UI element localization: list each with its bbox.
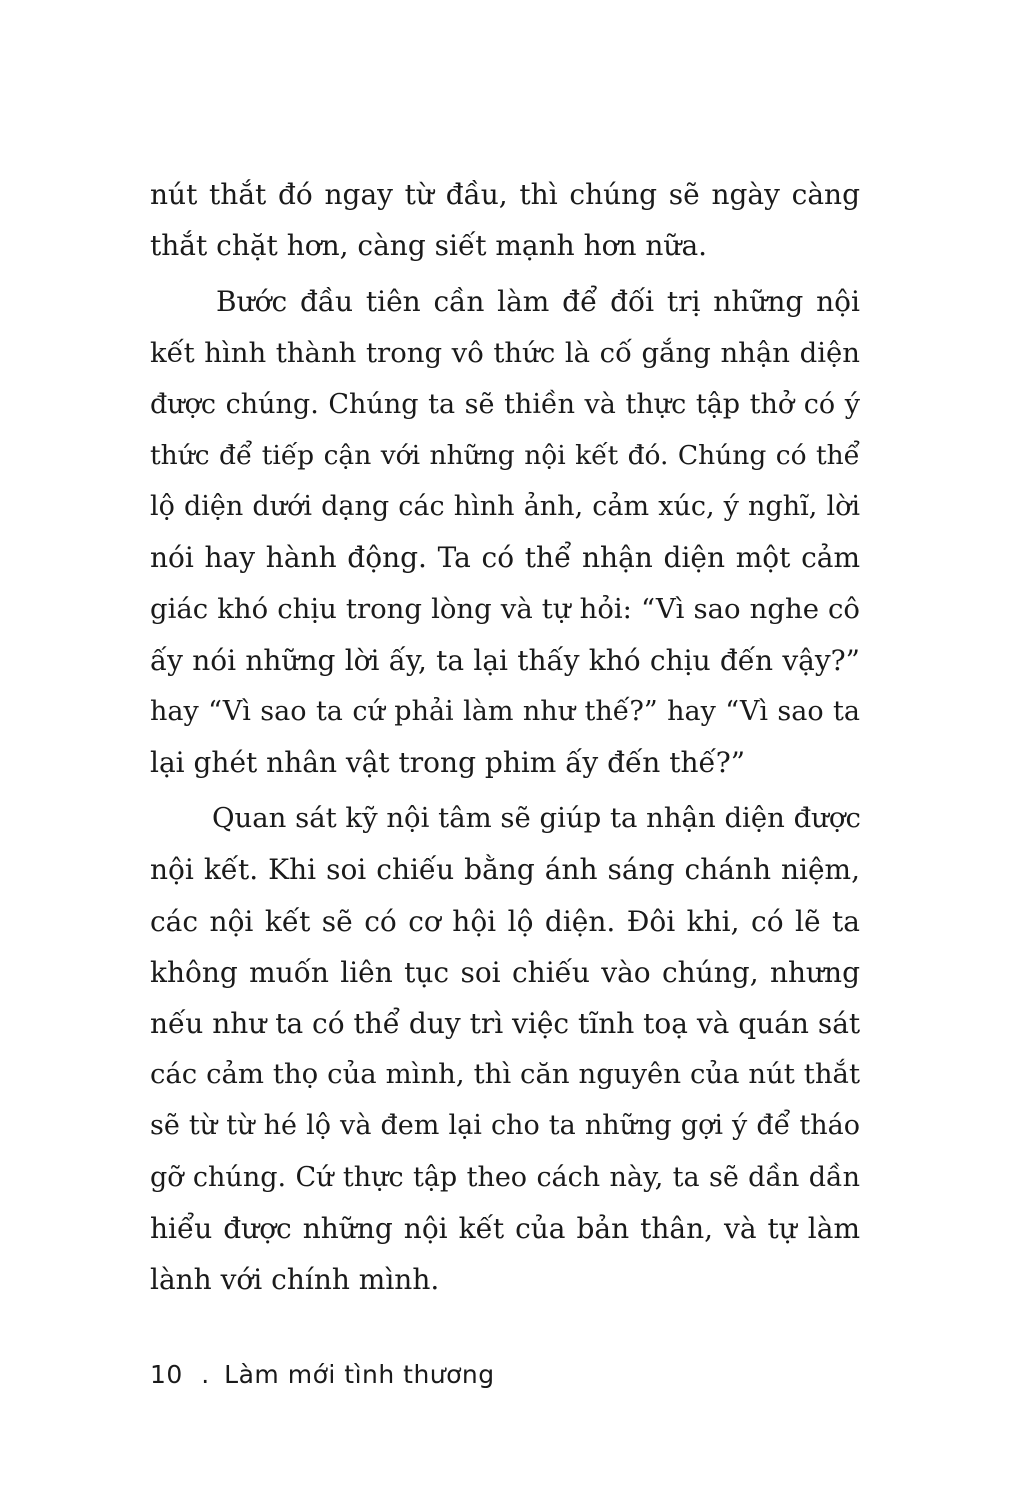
page-number: 10 [150,1360,183,1389]
text-line: nếu như ta có thể duy trì việc tĩnh toạ và quán sát [150,1007,861,1040]
page-footer [150,1360,495,1389]
text-line: hay “Vì sao ta cứ phải làm như thế?” hay “Vì sao ta [150,695,860,727]
text-line: gỡ chúng. Cứ thực tập theo cách này, ta sẽ dần dần [150,1161,860,1193]
text-line: lộ diện dưới dạng các hình ảnh, cảm xúc, ý nghĩ, lời [150,491,860,523]
body-text [150,169,860,1305]
text-line: thức để tiếp cận với những nội kết đó. Chúng có thể [150,439,860,471]
paragraph-2 [150,276,860,788]
text-line: lại ghét nhân vật trong phim ấy đến thế?” [150,746,746,780]
text-line: nội kết. Khi soi chiếu bằng ánh sáng chánh niệm, [150,853,860,887]
paragraph-3 [150,793,860,1305]
text-line: nói hay hành động. Ta có thể nhận diện một cảm [150,541,860,575]
text-line: các nội kết sẽ có cơ hội lộ diện. Đôi khi, có lẽ ta [150,904,860,938]
text-line: sẽ từ từ hé lộ và đem lại cho ta những gợi ý để tháo [150,1110,860,1142]
text-line: được chúng. Chúng ta sẽ thiền và thực tập thở có ý [150,388,860,420]
paragraph-1 [150,169,860,271]
text-line: lành với chính mình. [150,1262,440,1296]
text-line: thắt chặt hơn, càng siết mạnh hơn nữa. [150,229,708,263]
text-line: không muốn liên tục soi chiếu vào chúng, nhưng [150,955,860,989]
text-line: hiểu được những nội kết của bản thân, và tự làm [150,1211,860,1245]
footer-separator: . [201,1360,210,1389]
text-line: Quan sát kỹ nội tâm sẽ giúp ta nhận diện được [212,802,861,835]
text-line: ấy nói những lời ấy, ta lại thấy khó chịu đến vậy?” [150,643,860,677]
text-line: nút thắt đó ngay từ đầu, thì chúng sẽ ngày càng [150,178,860,211]
book-title: Làm mới tình thương [224,1360,495,1389]
text-line: các cảm thọ của mình, thì căn nguyên của nút thắt [150,1058,860,1091]
text-line: Bước đầu tiên cần làm để đối trị những nội [216,285,860,319]
text-line: kết hình thành trong vô thức là cố gắng nhận diện [150,336,860,369]
text-line: giác khó chịu trong lòng và tự hỏi: “Vì sao nghe cô [150,592,860,625]
